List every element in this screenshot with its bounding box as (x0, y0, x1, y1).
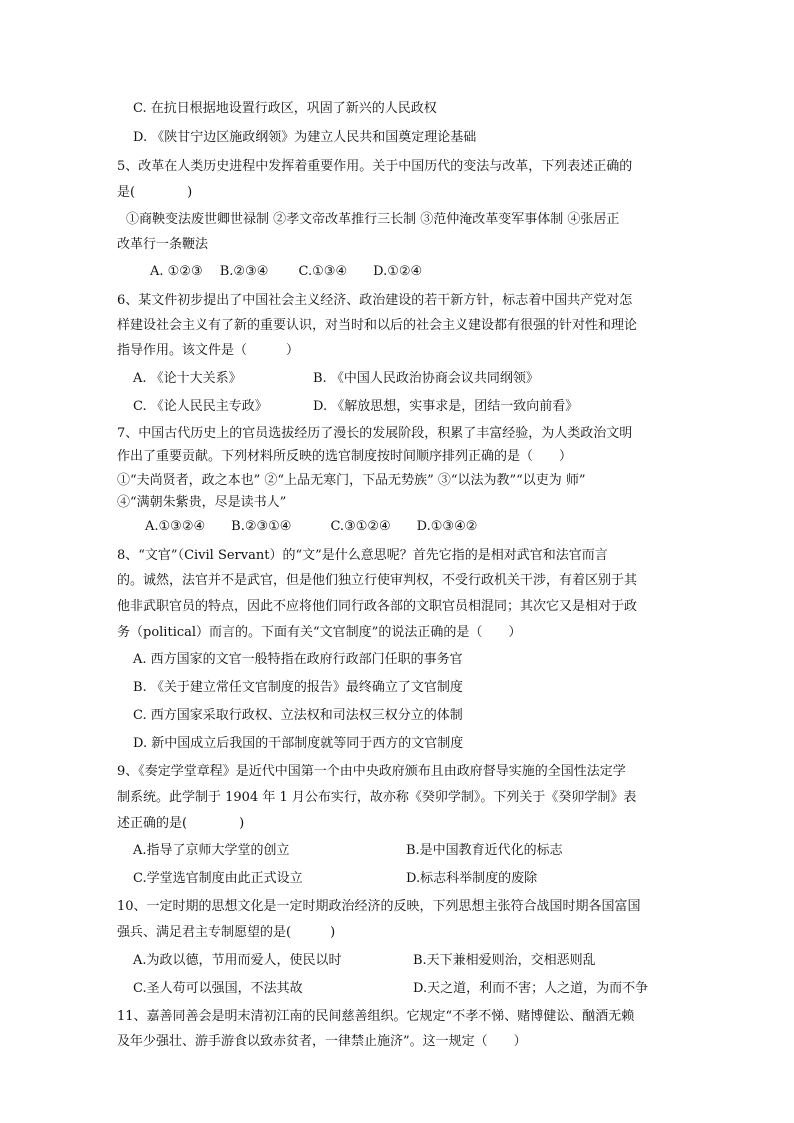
q10-option-a: A.为政以德，节用而爱人，使民以时 (133, 953, 342, 968)
q10-stem-line2: 强兵、满足君主专制愿望的是( ) (117, 925, 336, 940)
q8-stem-line3: 他非武职官员的特点，因此不应将他们同行政各部的文职官员相混同；其次它又是相对于政 (117, 599, 638, 614)
q10-stem-line1: 10、一定时期的思想文化是一定时期政治经济的反映，下列思想主张符合战国时期各国富国 (117, 899, 641, 914)
q7-items-line1: ①“夫尚贤者，政之本也” ②“上品无寒门，下品无势族” ③“以法为教”“以吏为 师” (117, 473, 586, 488)
q8-stem-line1: 8、“文官”（Civil Servant）的“文”是什么意思呢？首先它指的是相对武官和法官而言 (117, 548, 608, 563)
q8-stem-line4: 务（political）而言的。下面有关“文官制度”的说法正确的是（ ） (117, 625, 522, 640)
q11-stem-line2: 及年少强壮、游手游食以致赤贫者，一律禁止施济”。这一规定（ ） (117, 1034, 527, 1049)
q6-option-b: B. 《中国人民政治协商会议共同纲领》 (313, 371, 539, 386)
q4-option-c: C. 在抗日根据地设置行政区，巩固了新兴的人民政权 (133, 101, 437, 116)
q5-items-line1: ①商鞅变法废世卿世禄制 ②孝文帝改革推行三长制 ③范仲淹改革变军事体制 ④张居正 (126, 212, 620, 227)
q7-options: A.①③②④ B.②③①④ C.③①②④ D.①③④② (145, 519, 478, 534)
q8-option-a: A. 西方国家的文官一般特指在政府行政部门任职的事务官 (133, 652, 463, 667)
q6-option-d: D. 《解放思想，实事求是，团结一致向前看》 (313, 399, 579, 414)
q6-option-c: C. 《论人民民主专政》 (133, 399, 268, 414)
q5-items-line2: 改革行一条鞭法 (117, 237, 209, 252)
q10-option-c: C.圣人苟可以强国，不法其故 (133, 981, 303, 996)
q10-option-d: D.天之道，利而不害；人之道，为而不争 (413, 981, 649, 996)
q8-option-d: D. 新中国成立后我国的干部制度就等同于西方的文官制度 (133, 736, 464, 751)
q9-stem-line3: 述正确的是( ) (117, 816, 245, 831)
q6-stem-line3: 指导作用。该文件是（ ） (117, 343, 300, 358)
q8-option-b: B. 《关于建立常任文官制度的报告》最终确立了文官制度 (133, 680, 463, 695)
q5-options: A. ①②③ B.②③④ C.①③④ D.①②④ (150, 264, 423, 279)
q7-stem-line2: 作出了重要贡献。下列材料所反映的选官制度按时间顺序排列正确的是（ ） (117, 449, 573, 464)
q9-option-c: C.学堂选官制度由此正式设立 (133, 871, 303, 886)
q7-stem-line1: 7、中国古代历史上的官员选拔经历了漫长的发展阶段，积累了丰富经验，为人类政治文明 (117, 426, 633, 441)
q9-option-b: B.是中国教育近代化的标志 (406, 843, 563, 858)
q9-option-a: A.指导了京师大学堂的创立 (133, 843, 290, 858)
q9-option-d: D.标志科举制度的废除 (406, 871, 538, 886)
q6-stem-line1: 6、某文件初步提出了中国社会主义经济、政治建设的若干新方针，标志着中国共产党对怎 (117, 293, 633, 308)
q5-stem-line2: 是( ) (117, 185, 193, 200)
q11-stem-line1: 11、嘉善同善会是明末清初江南的民间慈善组织。它规定“不孝不悌、赌博健讼、酗酒无赖 (117, 1009, 635, 1024)
q4-option-d: D. 《陕甘宁边区施政纲领》为建立人民共和国奠定理论基础 (133, 130, 477, 145)
q8-stem-line2: 的。诚然，法官并不是武官，但是他们独立行使审判权，不受行政机关干涉，有着区别于其 (117, 573, 638, 588)
q6-stem-line2: 样建设社会主义有了新的重要认识，对当时和以后的社会主义建设都有很强的针对性和理论 (117, 318, 638, 333)
q8-option-c: C. 西方国家采取行政权、立法权和司法权三权分立的体制 (133, 708, 463, 723)
q6-option-a: A. 《论十大关系》 (133, 371, 242, 386)
q7-items-line2: ④“满朝朱紫贵，尽是读书人” (117, 495, 287, 510)
q5-stem-line1: 5、改革在人类历史进程中发挥着重要作用。关于中国历代的变法与改革，下列表述正确的 (117, 159, 633, 174)
q9-stem-line2: 制系统。此学制于 1904 年 1 月公布实行，故亦称《癸卯学制》。下列关于《癸卯学制》表 (117, 790, 637, 805)
q9-stem-line1: 9、《奏定学堂章程》是近代中国第一个由中央政府颁布且由政府督导实施的全国性法定学 (117, 764, 626, 779)
q10-option-b: B.天下兼相爱则治，交相恶则乱 (413, 953, 596, 968)
